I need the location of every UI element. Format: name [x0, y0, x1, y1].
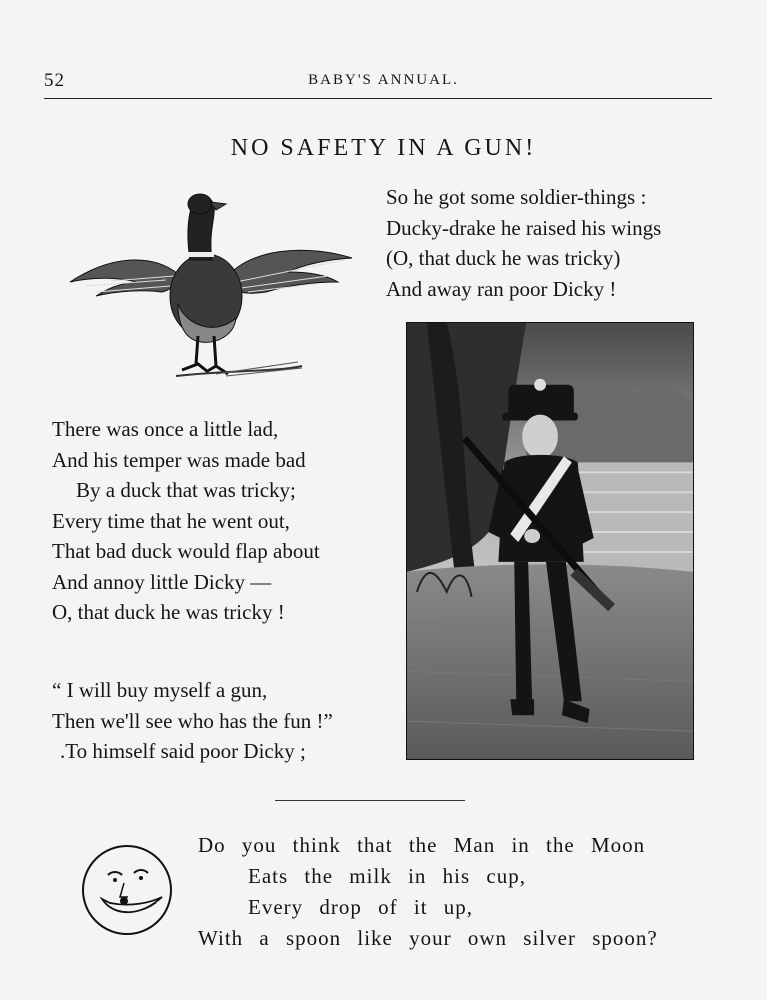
verse-right [386, 182, 661, 304]
verse-line: Then we'll see who has the fun !” [52, 708, 333, 733]
poem-title: NO SAFETY IN A GUN! [230, 135, 537, 161]
verse-line: And his temper was made bad [52, 447, 306, 472]
page-number: 52 [44, 70, 65, 91]
verse-line: “ I will buy myself a gun, [52, 678, 268, 702]
poem-line: Eats the milk in his cup, [248, 864, 526, 888]
poem-line: Do you think that the Man in the Moon [198, 833, 646, 857]
moon-face-illustration [80, 843, 174, 937]
poem-line: With a spoon like your own silver spoon? [198, 926, 658, 950]
verse-line: O, that duck he was tricky ! [52, 600, 285, 624]
verse-line: (O, that duck he was tricky) [386, 246, 621, 270]
verse-line: .To himself said poor Dicky ; [60, 739, 306, 763]
verse-left-first [52, 414, 320, 628]
verse-line: Ducky-drake he raised his wings [386, 215, 662, 240]
verse-left-second [52, 675, 333, 767]
verse-line: That bad duck would flap about [52, 539, 320, 563]
verse-line: There was once a little lad, [52, 417, 279, 441]
verse-line: By a duck that was tricky; [76, 478, 296, 502]
duck-illustration [66, 186, 356, 386]
running-title: BABY'S ANNUAL. [308, 72, 459, 88]
boy-soldier-illustration [406, 322, 694, 760]
verse-line: So he got some soldier-things : [386, 185, 647, 209]
verse-line: And away ran poor Dicky ! [386, 276, 617, 301]
poem-line: Every drop of it up, [248, 895, 474, 919]
verse-line: And annoy little Dicky — [52, 569, 272, 594]
header-rule [44, 98, 712, 99]
moon-poem [198, 830, 658, 954]
verse-line: Every time that he went out, [52, 508, 290, 533]
section-divider [275, 800, 465, 801]
